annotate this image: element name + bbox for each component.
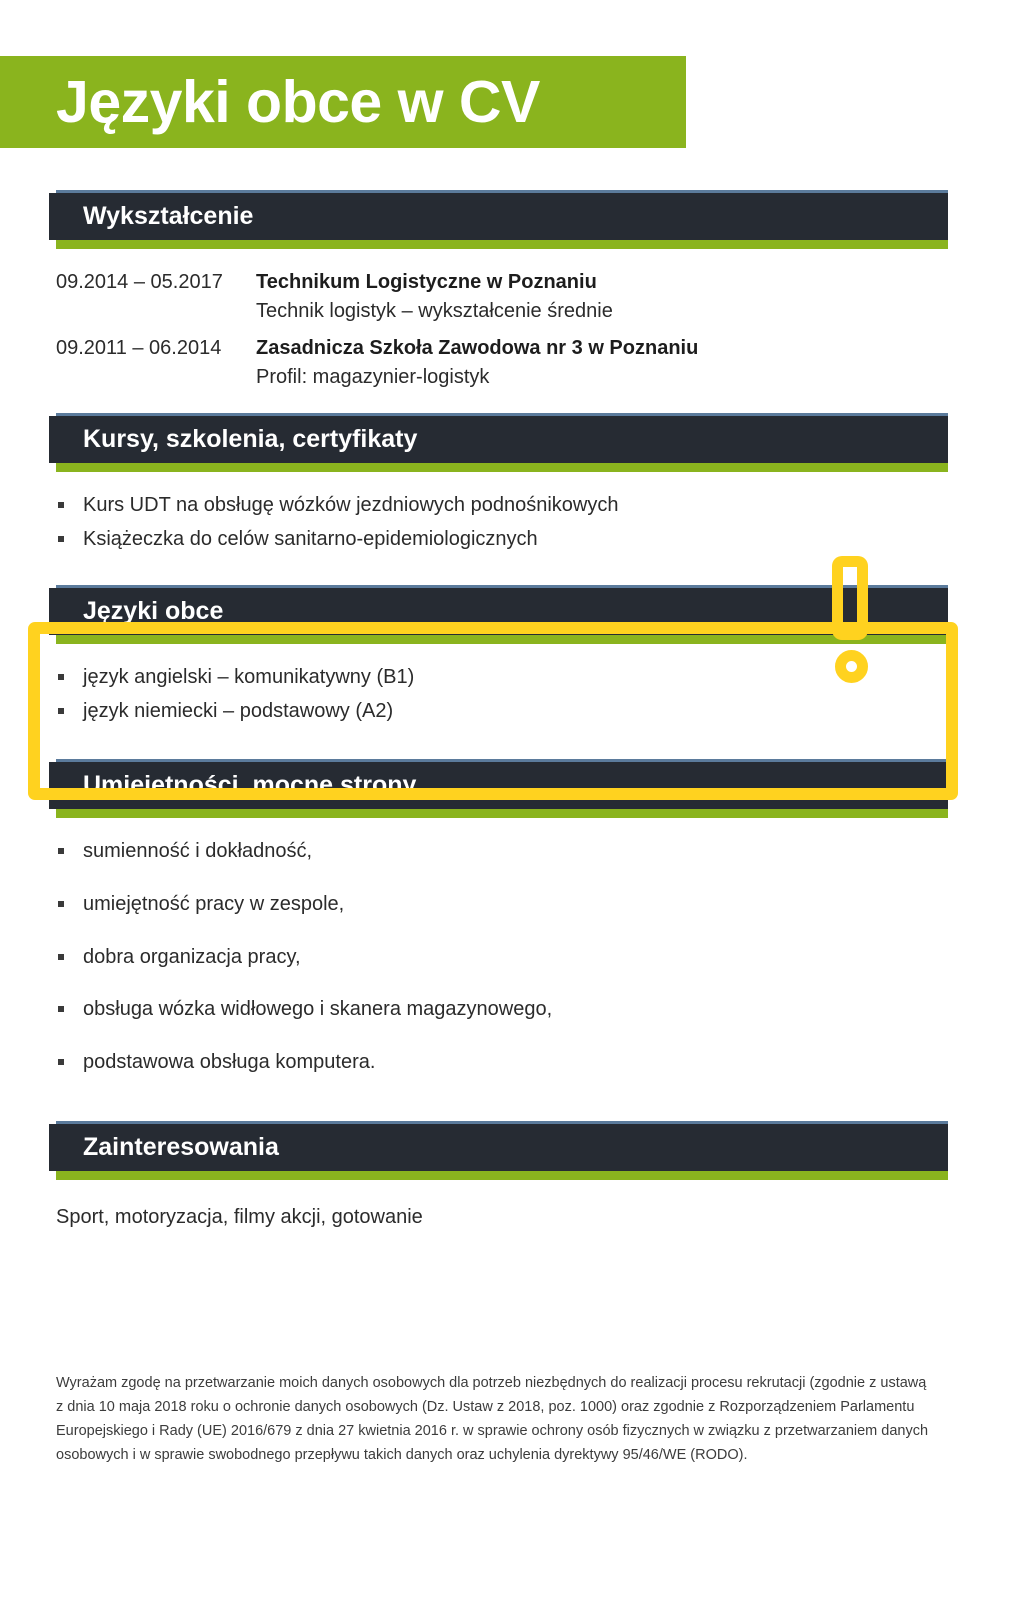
list-item (56, 944, 1027, 972)
list-item-label: umiejętność pracy w zespole, (83, 892, 345, 915)
list-item (56, 526, 1027, 554)
spacer (56, 366, 256, 389)
header-underline (56, 635, 948, 644)
section-header-interests (49, 1121, 948, 1180)
bullet-icon (58, 708, 64, 714)
education-detail-row (0, 366, 1027, 389)
education-school: Zasadnicza Szkoła Zawodowa nr 3 w Poznaniu (256, 337, 699, 359)
section-header-education (49, 190, 948, 249)
section-languages (0, 585, 1027, 735)
list-item (56, 891, 1027, 919)
education-dates: 09.2011 – 06.2014 (56, 337, 222, 359)
education-detail: Profil: magazynier-logistyk (256, 366, 490, 388)
list-item (56, 492, 1027, 520)
courses-list (0, 472, 1027, 563)
section-interests (0, 1121, 1027, 1229)
header-underline (56, 240, 948, 249)
header-underline (56, 1171, 948, 1180)
bullet-icon (58, 536, 64, 542)
education-entry-row (0, 337, 1027, 360)
list-item-label: Kurs UDT na obsługę wózków jezdniowych podnośnikowych (83, 494, 619, 516)
section-education (0, 190, 1027, 413)
bullet-icon (58, 502, 64, 508)
list-item-label: obsługa wózka widłowego i skanera magazynowego, (83, 998, 553, 1021)
section-header-skills (49, 759, 948, 818)
education-school: Technikum Logistyczne w Poznaniu (256, 271, 597, 293)
list-item-label: język angielski – komunikatywny (B1) (83, 666, 415, 689)
list-item (56, 1049, 1027, 1077)
skills-list (0, 818, 1027, 1105)
header-bar (49, 588, 948, 635)
spacer (56, 300, 256, 323)
list-item (56, 698, 1027, 726)
section-header-courses (49, 413, 948, 472)
header-bar (49, 416, 948, 463)
list-item-label: język niemiecki – podstawowy (A2) (83, 699, 394, 722)
section-heading-skills: Umiejętności, mocne strony (83, 771, 417, 800)
section-heading-education: Wykształcenie (83, 202, 254, 230)
education-detail: Technik logistyk – wykształcenie średnie (256, 300, 613, 322)
list-item-label: podstawowa obsługa komputera. (83, 1050, 376, 1073)
bullet-icon (58, 1059, 64, 1065)
section-heading-languages: Języki obce (83, 597, 224, 626)
list-item-label: Książeczka do celów sanitarno-epidemiologicznych (83, 527, 538, 550)
rodo-consent-text: Wyrażam zgodę na przetwarzanie moich danych osobowych dla potrzeb niezbędnych do realizacji procesu rekrutacji (zgodnie z ustawą z dnia 10 maja 2018 roku o ochronie danych osobowych (Dz. Ustaw z 2018, poz. 1000) oraz zgodnie z Rozporządzeniem Parlamentu Europejskiego i Rady (UE) 2016/679 z dnia 27 kwietnia 2016 r. w sprawie ochrony osób fizycznych w związku z przetwarzaniem danych osobowych i w sprawie swobodnego przepływu takich danych oraz uchylenia dyrektywy 95/46/WE (RODO). (56, 1375, 929, 1463)
list-item (56, 838, 1027, 866)
header-bar (49, 1124, 948, 1171)
education-entries (0, 249, 1027, 413)
list-item (56, 664, 1027, 692)
bullet-icon (58, 901, 64, 907)
section-courses (0, 413, 1027, 563)
section-skills (0, 759, 1027, 1105)
section-heading-interests: Zainteresowania (83, 1133, 279, 1162)
header-underline (56, 809, 948, 818)
bullet-icon (58, 954, 64, 960)
bullet-icon (58, 1006, 64, 1012)
page-title: Języki obce w CV (56, 68, 540, 135)
languages-list (0, 644, 1027, 735)
section-heading-courses: Kursy, szkolenia, certyfikaty (83, 425, 418, 453)
list-item-label: dobra organizacja pracy, (83, 945, 301, 968)
cv-document (0, 190, 1027, 1229)
header-underline (56, 463, 948, 472)
education-entry-row (0, 271, 1027, 294)
list-item (56, 996, 1027, 1024)
list-item-label: sumienność i dokładność, (83, 840, 313, 863)
header-bar (49, 193, 948, 240)
section-header-languages (49, 585, 948, 644)
bullet-icon (58, 674, 64, 680)
page-title-banner (0, 56, 686, 148)
bullet-icon (58, 848, 64, 854)
education-dates: 09.2014 – 05.2017 (56, 271, 223, 293)
education-detail-row (0, 300, 1027, 323)
interests-text: Sport, motoryzacja, filmy akcji, gotowanie (56, 1206, 423, 1229)
header-bar (49, 762, 948, 809)
